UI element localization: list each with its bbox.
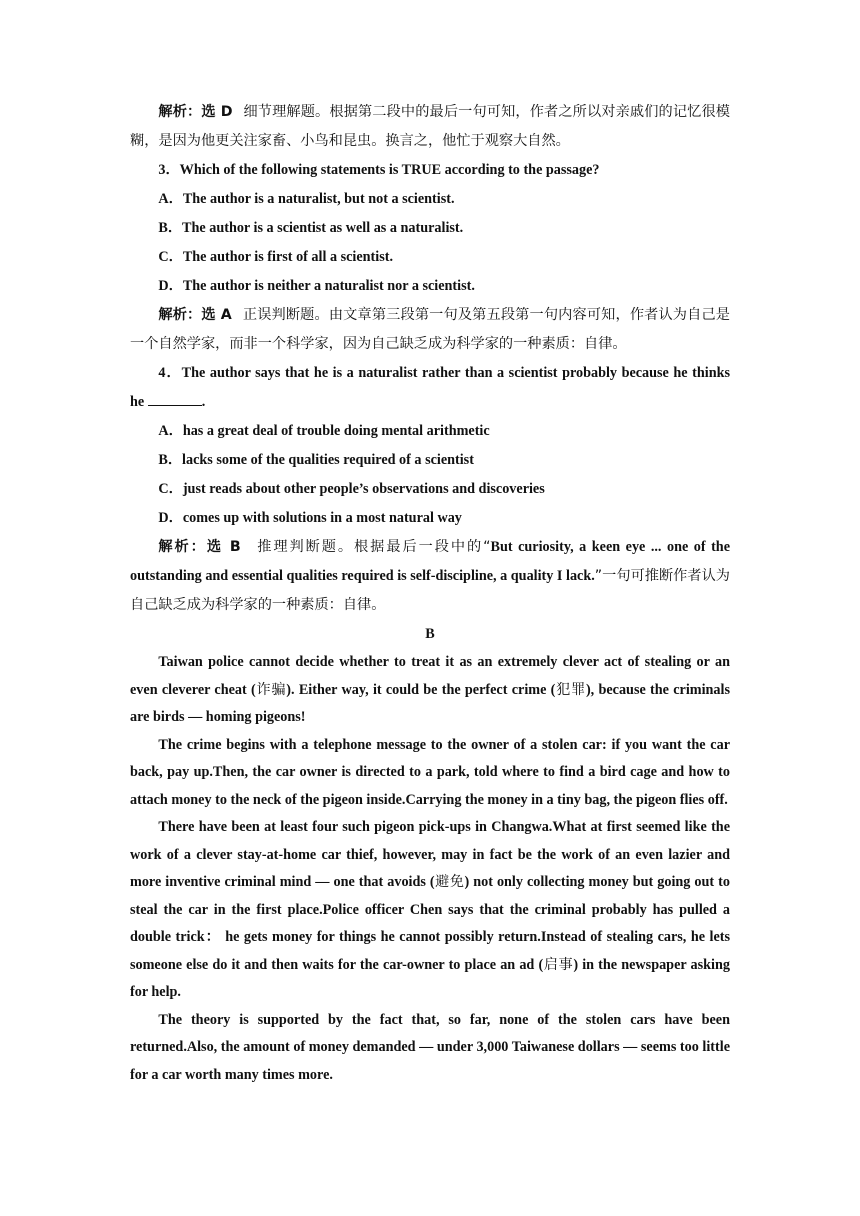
section-b-title: B (425, 626, 435, 642)
passage-p1-text-a: Taiwan police cannot decide whether to treat it as an extremely clever act of stealing or an even cleverer cheat ( (130, 654, 730, 698)
answer-3 (130, 301, 730, 359)
question-3-option-c: C．The author is first of all a scientist. (158, 249, 394, 265)
answer-4-quote: But curiosity, a keen eye ... one of the outstanding and essential qualities required is self-discipline, a quality I lack. (130, 539, 730, 584)
passage-p3-text-c: ) in the newspaper asking for help. (130, 956, 730, 1000)
answer-4-text-2: ”一句可推断作者认为自己缺乏成为科学家的一种素质：自律。 (130, 568, 730, 613)
passage-p3-text-b: ) not only collecting money but going out to steal the car in the first place.Police officer Chen says that the criminal probably has pulled a double trick： he gets money for things he cannot possibly return.Instead of stealing cars, he lets someone else do it and then waits for the car-owner to place an ad ( (130, 874, 730, 973)
passage-p3-gloss-1: 避免 (434, 874, 465, 890)
answer-3-text: 正误判断题。由文章第三段第一句及第五段第一句内容可知，作者认为自己是一个自然学家，而非一个科学家，因为自己缺乏成为科学家的一种素质：自律。 (130, 307, 730, 352)
question-3-option-b: B．The author is a scientist as well as a naturalist. (158, 220, 464, 236)
question-4-option-a: A．has a great deal of trouble doing mental arithmetic (158, 423, 490, 439)
passage-p1-gloss-2: 犯罪 (555, 681, 586, 698)
passage-p1-gloss-1: 诈骗 (255, 681, 287, 698)
passage-paragraph-2: The crime begins with a telephone message to the owner of a stolen car: if you want the car back, pay up.Then, the car owner is directed to a park, told where to find a bird cage and how to attach money to the neck of the pigeon inside.Carrying the money in a tiny bag, the pigeon flies off. (130, 736, 730, 808)
answer-3-label: 解析：选 A (158, 307, 232, 323)
question-3-stem: 3．Which of the following statements is TRUE according to the passage? (158, 162, 600, 178)
answer-2 (130, 98, 730, 156)
question-4-stem-end: . (201, 394, 206, 410)
passage-p1-text-b: ). Either way, it could be the perfect crime ( (286, 681, 556, 698)
answer-2-text: 细节理解题。根据第二段中的最后一句可知，作者之所以对亲戚们的记忆很模糊，是因为他更关注家畜、小鸟和昆虫。换言之，他忙于观察大自然。 (130, 104, 730, 149)
answer-4-text-1: 推理判断题。根据最后一段中的“ (257, 539, 491, 555)
question-4-option-b: B．lacks some of the qualities required of a scientist (158, 452, 474, 468)
question-4-option-d: D．comes up with solutions in a most natural way (158, 510, 462, 526)
passage-paragraph-1 (130, 649, 730, 732)
answer-2-label: 解析：选 D (158, 104, 233, 120)
passage-paragraph-3 (130, 814, 730, 1007)
document-page (130, 98, 730, 1089)
passage-p3-gloss-2: 启事 (543, 956, 574, 973)
answer-blank (148, 391, 202, 406)
question-3-option-d: D．The author is neither a naturalist nor a scientist. (158, 278, 475, 294)
passage-paragraph-4: The theory is supported by the fact that, so far, none of the stolen cars have been returned.Also, the amount of money demanded — under 3,000 Taiwanese dollars — seems too little for a car worth many times more. (130, 1011, 730, 1083)
question-4-stem-text: 4．The author says that he is a naturalist rather than a scientist probably because he thinks he (130, 365, 730, 410)
passage-p1-text-c: ), because the criminals are birds — homing pigeons! (130, 681, 730, 725)
question-4-stem (130, 359, 730, 417)
passage-p3-text-a: There have been at least four such pigeon pick-ups in Changwa.What at first seemed like the work of a clever stay-at-home car thief, however, may in fact be the work of an even lazier and more inventive criminal mind — one that avoids ( (130, 819, 730, 890)
answer-4 (130, 533, 730, 620)
question-3-option-a: A．The author is a naturalist, but not a scientist. (158, 191, 455, 207)
question-4-option-c: C．just reads about other people’s observations and discoveries (158, 481, 545, 497)
answer-4-label: 解析：选 B (158, 539, 241, 555)
